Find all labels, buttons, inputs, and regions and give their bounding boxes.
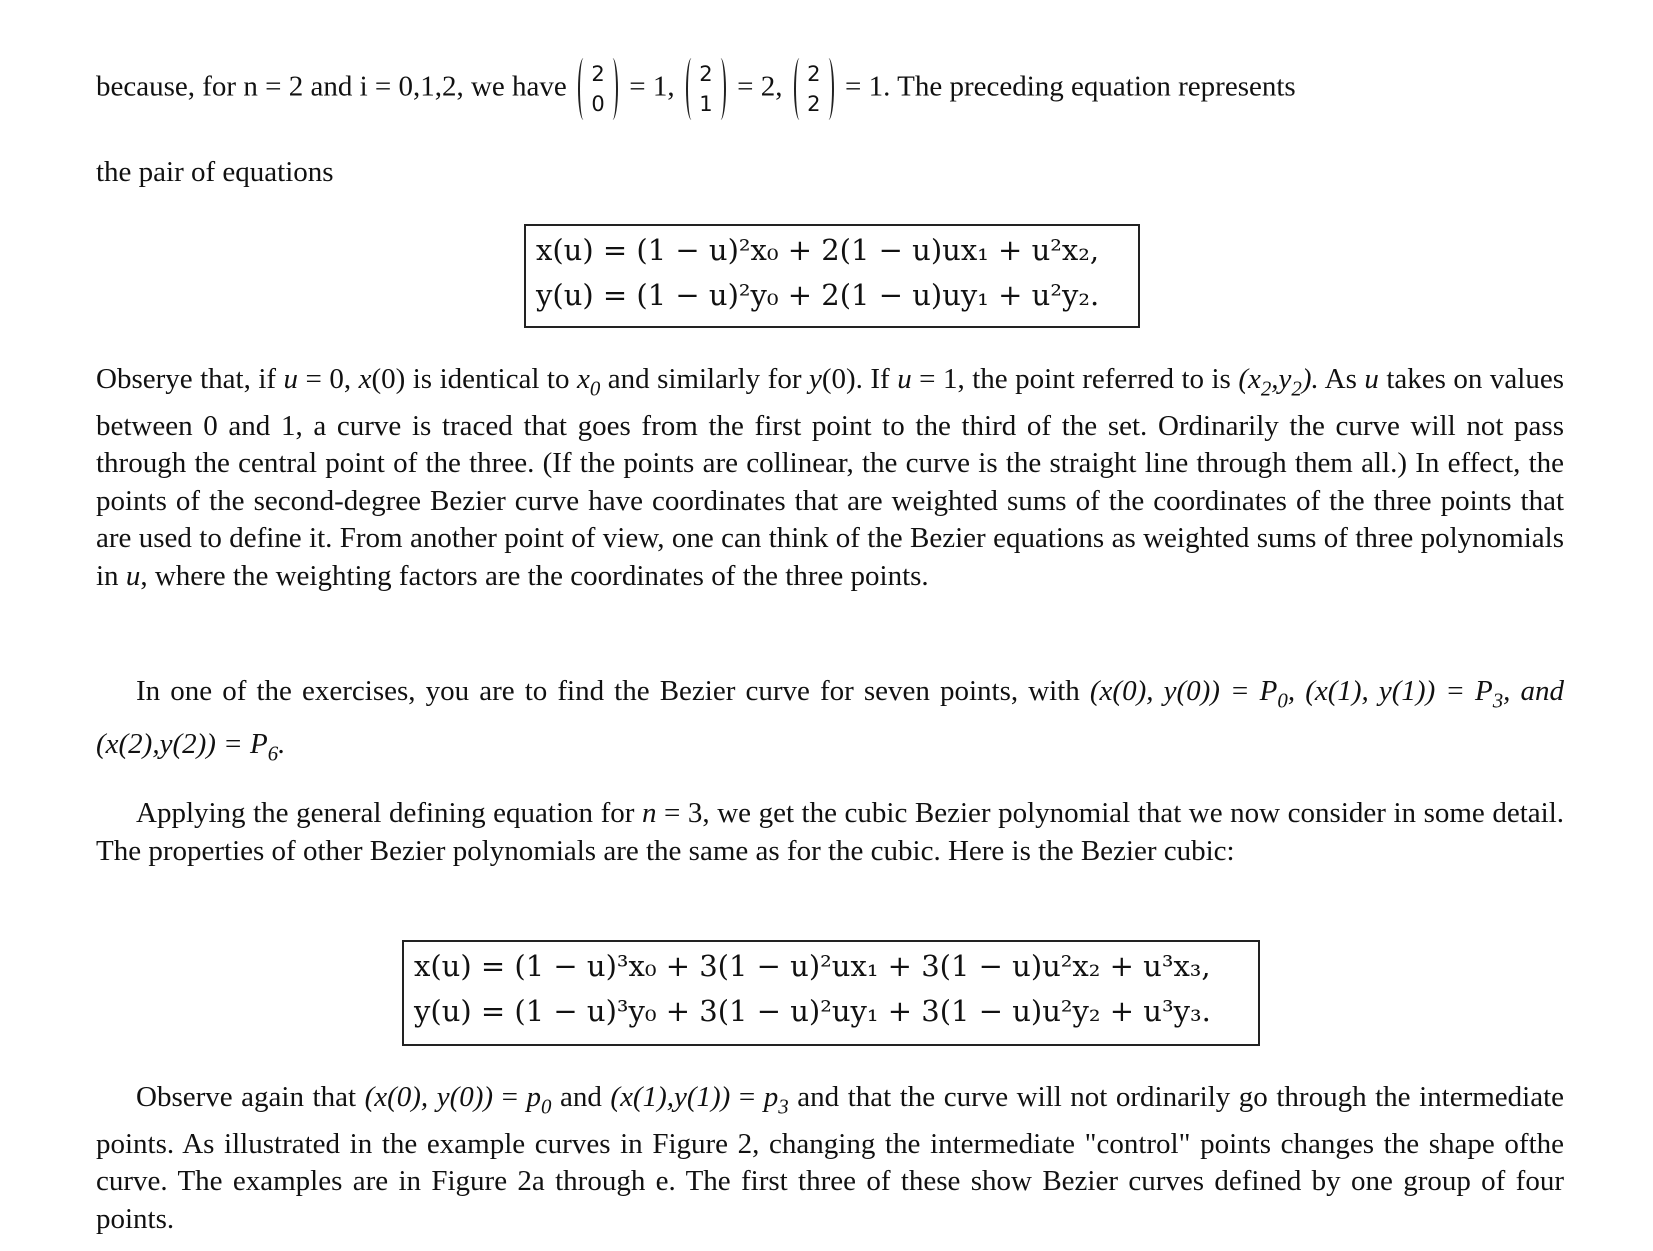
math-text: .	[278, 728, 286, 761]
binom-value: = 1,	[629, 70, 675, 103]
binom-bottom: 0	[591, 92, 605, 116]
quadratic-bezier-equations	[524, 224, 1140, 328]
var: u	[1364, 363, 1379, 395]
text: and	[551, 1081, 611, 1113]
var: ,y	[1271, 363, 1292, 395]
right-paren	[823, 58, 834, 120]
subscript: 3	[778, 1094, 789, 1119]
math-text: (x(1),y(1))	[610, 1081, 731, 1113]
right-paren	[607, 58, 618, 120]
var: n	[641, 797, 657, 829]
text: As	[1318, 363, 1365, 395]
var: p	[763, 1081, 779, 1113]
text: = 1, the point referred to is	[911, 363, 1239, 395]
text: takes on values between 0 and 1, a curve is traced that goes from the first point to the third of the set. Ordinarily the curve will not pass through the central point of the three. (If the points are collinear, the curve is the straight line through them all.) In effect, the points of the second-degree Bezier curve have coordinates that are weighted sums of the coordinates of the three points that are used to define it. From another point of view, one can think of the Bezier equations as weighted sums of three polynomials in	[96, 363, 1564, 592]
text: and similarly for	[600, 363, 809, 395]
text: Observe again that	[136, 1081, 365, 1113]
var: ).	[1301, 363, 1319, 395]
subscript: 3	[1492, 688, 1504, 713]
math-text: , (x(1), y(1)) = P	[1287, 675, 1493, 707]
paragraph-exercise	[96, 669, 1564, 776]
binom-bottom: 1	[699, 92, 713, 116]
text: Obserye that, if	[96, 363, 284, 395]
binomial-2-2	[794, 56, 834, 122]
var: x	[358, 363, 372, 395]
text: (0). If	[821, 363, 898, 395]
equation-x: x(u) = (1 − u)²x₀ + 2(1 − u)ux₁ + u²x₂,	[536, 233, 1100, 267]
math-text: , and (x(2),y(2)) = P	[96, 675, 1564, 761]
math-text: (x(0), y(0))	[364, 1081, 494, 1113]
subscript: 0	[1277, 688, 1288, 713]
subscript: 0	[589, 376, 601, 401]
subscript: 2	[1260, 376, 1272, 401]
text: = 0,	[298, 363, 359, 395]
text: =	[493, 1081, 527, 1113]
equation-y: y(u) = (1 − u)³y₀ + 3(1 − u)²uy₁ + 3(1 − u)u²y₂ + u³y₃.	[414, 994, 1211, 1028]
binomial-2-0	[578, 56, 618, 122]
var: u	[283, 363, 299, 395]
text: (0) is identical to	[371, 363, 577, 395]
equation-y: y(u) = (1 − u)²y₀ + 2(1 − u)uy₁ + u²y₂.	[536, 278, 1100, 312]
intro-line: the pair of equations	[96, 156, 334, 188]
var: u	[897, 363, 912, 395]
text: =	[730, 1081, 764, 1113]
text: , where the weighting factors are the coordinates of the three points.	[140, 559, 929, 592]
binom-top: 2	[699, 62, 713, 86]
equation-x: x(u) = (1 − u)³x₀ + 3(1 − u)²ux₁ + 3(1 − u)u²x₂ + u³x₃,	[414, 949, 1211, 983]
binom-value: = 2,	[737, 70, 783, 103]
math-text: (x(0), y(0)) = P	[1089, 675, 1278, 707]
text: and that the curve will not ordinarily go through the intermediate points. As illustrated in the example curves in Figure 2, changing the intermediate "control" points changes the shape ofthe curve. The examples are in Figure 2a through e. The first three of these show Bezier curves defined by one group of four points.	[96, 1081, 1565, 1235]
subscript: 0	[541, 1094, 552, 1119]
subscript: 6	[267, 741, 279, 766]
paragraph-observe	[96, 361, 1564, 595]
var: x	[576, 363, 590, 395]
var: y	[808, 363, 822, 395]
var: p	[526, 1081, 541, 1113]
sentence-tail: The preceding equation represents	[897, 70, 1296, 103]
sentence-start: because, for n = 2 and i = 0,1,2, we have	[96, 70, 567, 103]
paragraph-observe-again	[96, 1079, 1564, 1238]
paragraph-cubic	[96, 795, 1564, 870]
binomial-2-1	[686, 56, 726, 122]
binom-top: 2	[807, 62, 821, 86]
cubic-bezier-equations	[402, 940, 1260, 1046]
binom-bottom: 2	[807, 92, 821, 116]
binom-top: 2	[591, 62, 605, 86]
text: = 3, we get the cubic Bezier polynomial that we now consider in some detail. The properties of other Bezier polynomials are the same as for the cubic. Here is the Bezier cubic:	[96, 797, 1564, 867]
var: (x	[1238, 363, 1261, 395]
text: Applying the general defining equation for	[136, 797, 642, 829]
right-paren	[715, 58, 726, 120]
binomial-sentence	[96, 56, 1296, 122]
text: In one of the exercises, you are to find the Bezier curve for seven points, with	[136, 675, 1090, 707]
var: u	[125, 559, 141, 592]
subscript: 2	[1291, 376, 1302, 401]
binom-value: = 1.	[845, 70, 891, 103]
